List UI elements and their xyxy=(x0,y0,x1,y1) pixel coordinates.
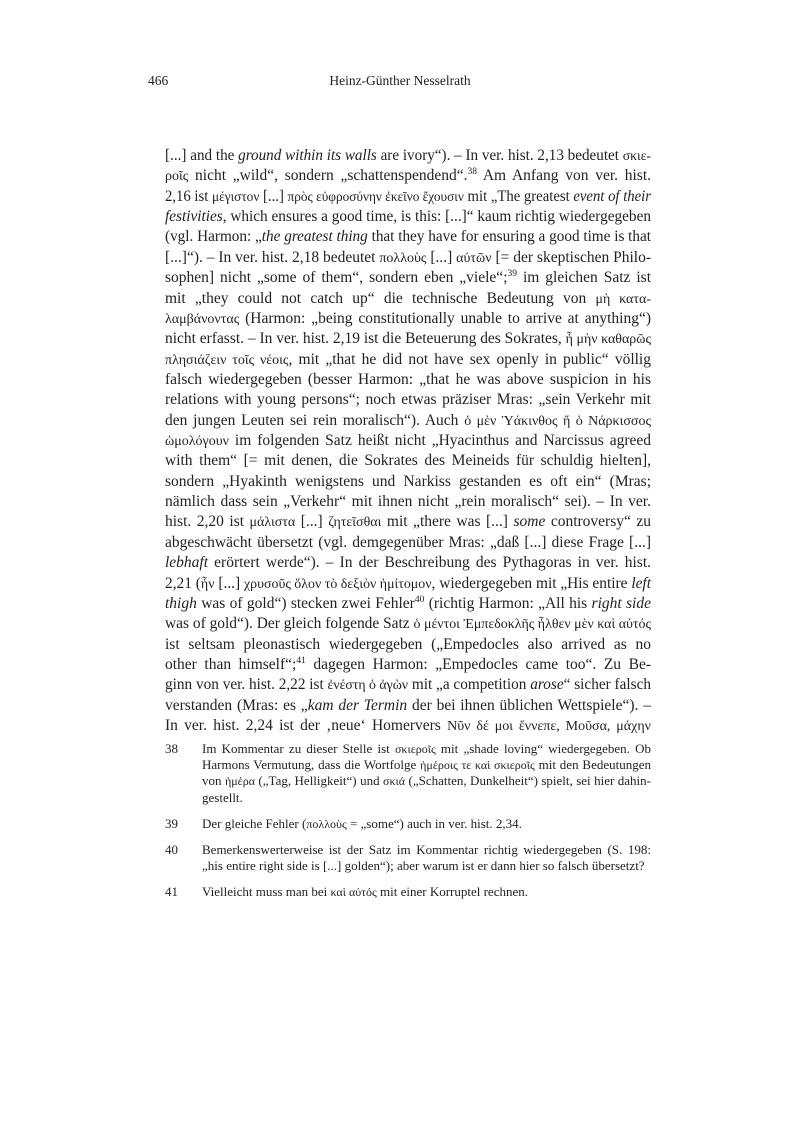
text: other than himself“; xyxy=(165,655,297,673)
text-line-content xyxy=(202,773,651,789)
greek-text: μὴ κατα- xyxy=(595,291,651,307)
text-line-content xyxy=(165,472,651,492)
text: In ver. hist. 2,24 ist der ‚neue‘ Homervers xyxy=(165,717,448,735)
text: (vgl. Harmon: „ xyxy=(165,228,262,246)
text-line-content xyxy=(202,741,651,757)
italic-text: thigh xyxy=(165,594,197,612)
footnote xyxy=(165,741,651,806)
text-line xyxy=(202,858,651,874)
text: Der gleiche Fehler ( xyxy=(202,815,307,831)
text: nämlich dass sein „Verkehr“ mit ihnen nicht „rein moralisch“ sei). – In ver. xyxy=(165,493,651,511)
text-line xyxy=(165,675,651,695)
running-head: Heinz-Günther Nesselrath xyxy=(329,73,471,88)
greek-text: ζητεῖσθαι xyxy=(328,515,382,531)
text: (richtig Harmon: „All his xyxy=(424,594,592,612)
italic-text: lebhaft xyxy=(165,554,209,572)
text-line xyxy=(165,512,651,532)
text-line-content xyxy=(165,492,651,512)
italic-text: festivities xyxy=(165,208,223,226)
text-line xyxy=(165,187,651,207)
greek-text: μέγιστον xyxy=(212,189,260,205)
greek-text: ὁ μέντοι Ἐμπεδοκλῆς ἦλθεν μὲν καὶ αὐτός xyxy=(413,617,651,633)
italic-text: ground within its walls xyxy=(238,147,377,164)
page-number: 466 xyxy=(148,73,169,88)
text-line-content xyxy=(165,370,651,390)
text-line-content xyxy=(165,227,651,247)
greek-text: ἡμέροις τε καὶ σκιεροῖς xyxy=(420,758,535,773)
text-line-content xyxy=(202,858,645,874)
footnote-text xyxy=(202,816,651,832)
text: Am Anfang von ver. hist. xyxy=(476,167,652,185)
footnote-ref[interactable]: 38 xyxy=(467,167,477,178)
text: [...]“). – In ver. hist. 2,18 bedeutet xyxy=(165,248,380,266)
text-line-content xyxy=(165,655,651,675)
text-line-content xyxy=(165,309,651,330)
greek-text: αὐτῶν xyxy=(456,250,492,266)
text-line-content xyxy=(165,696,651,716)
text-line-content xyxy=(165,594,651,614)
text-line-content xyxy=(202,757,651,773)
text: ginn von ver. hist. 2,22 ist xyxy=(165,676,328,694)
text-line xyxy=(165,329,651,349)
text: relations with young persons“; noch etwas präziser Mras: „sein Verkehr mit xyxy=(165,391,651,409)
text: ist seltsam pleonastisch wiedergegeben („Empedocles also arrived as no xyxy=(165,635,651,653)
greek-text: ἡμέρα xyxy=(224,774,255,789)
text: “ sicher falsch xyxy=(563,676,651,694)
text-line xyxy=(165,289,651,309)
greek-text: πλησιάζειν τοῖς νέοις xyxy=(165,352,289,368)
text: Harmons Vermutung, dass die Wortfolge xyxy=(202,757,421,773)
text: mit „there was [...] xyxy=(381,513,514,531)
text: erörtert werde“). – In der Beschreibung des Pythagoras in ver. hist. xyxy=(208,554,651,572)
greek-text: ροῖς xyxy=(165,169,189,185)
text: (Harmon: „being constitutionally unable to arrive at anything“) xyxy=(239,309,651,327)
text: sondern „Hyakinth wenigstens und Narkiss gestanden es oft ein“ (Mras; xyxy=(165,472,651,490)
text-line-content xyxy=(165,512,651,533)
text: nicht erfasst. – In ver. hist. 2,19 ist die Beteuerung des Sokrates, xyxy=(165,330,566,348)
text-line xyxy=(165,696,651,716)
text: „his entire right side is [...] golden“); aber warum ist er dann hier so falsch übersetzt? xyxy=(202,858,645,874)
text-line xyxy=(165,574,651,594)
footnote-number: 39 xyxy=(165,815,178,831)
greek-text: ὁ μὲν Ὑάκινθος ἤ ὁ Νάρκισσος xyxy=(464,413,651,429)
greek-text: πολλοὺς xyxy=(306,816,347,831)
text-line xyxy=(165,594,651,614)
text-line xyxy=(165,309,651,329)
italic-text: some xyxy=(513,513,546,531)
text-line xyxy=(202,816,651,832)
text: hist. 2,20 ist xyxy=(165,513,250,531)
text-line-content xyxy=(165,207,651,227)
text: Bemerkenswerterweise ist der Satz im Kommentar richtig wiedergegeben (S. 198: xyxy=(202,841,651,857)
text: der bei ihnen üblichen Wettspiele“). – xyxy=(407,696,651,714)
greek-text: πολλοὺς xyxy=(379,250,427,266)
text: [= der skeptischen Philo- xyxy=(491,248,651,266)
text: [...] xyxy=(259,187,288,205)
text-line-content xyxy=(165,268,651,288)
italic-text: event of their xyxy=(573,187,651,205)
greek-text: ἦ μὴν καθαρῶς xyxy=(565,332,651,348)
footnote xyxy=(165,884,651,900)
footnote-text xyxy=(202,842,651,874)
text: with them“ [= mit denen, die Sokrates des Meineids für schuldig hielten], xyxy=(165,452,651,470)
text: mit „a competition xyxy=(408,676,531,694)
text-line xyxy=(165,553,651,573)
text: = „some“) auch in ver. hist. 2,34. xyxy=(346,815,522,831)
italic-text: left xyxy=(631,574,651,592)
text: that they have for ensuring a good time is that xyxy=(367,228,651,246)
greek-text: μάλιστα xyxy=(249,515,296,531)
text-line xyxy=(202,757,651,773)
text-line-content xyxy=(165,716,651,737)
text: was of gold“) stecken zwei Fehler xyxy=(196,594,415,612)
text-line xyxy=(165,431,651,451)
text: den jungen Leuten sei rein moralisch“). Auch xyxy=(165,411,465,429)
text-line-content xyxy=(165,614,651,635)
text-line-content xyxy=(165,675,651,696)
text: mit „they could not catch up“ die technische Bedeutung von xyxy=(165,289,596,307)
text: controversy“ zu xyxy=(545,513,651,531)
text-line xyxy=(165,716,651,736)
greek-text: λαμβάνοντας xyxy=(165,311,240,327)
text-line xyxy=(165,166,651,186)
footnote-text xyxy=(202,884,651,900)
text: 2,21 ( xyxy=(165,574,201,592)
text: was of gold“). Der gleich folgende Satz xyxy=(165,615,414,633)
text-line-content xyxy=(202,884,528,900)
greek-text: σκιεροῖς xyxy=(394,742,436,756)
text-line xyxy=(165,370,651,390)
footnote-number: 38 xyxy=(165,741,178,756)
text-line-content xyxy=(202,790,243,806)
text: von xyxy=(202,773,225,789)
greek-text: Νῦν δέ μοι ἔννεπε, Μοῦσα, μάχην xyxy=(447,719,651,735)
text-line xyxy=(165,533,651,553)
text-line-content xyxy=(165,533,651,553)
footnote-number: 41 xyxy=(165,884,178,900)
text-line-content xyxy=(165,574,651,595)
footnote-text xyxy=(202,741,651,806)
text-line-content xyxy=(165,329,651,350)
text: verstanden (Mras: es „ xyxy=(165,696,308,714)
text-line xyxy=(165,248,651,268)
text-line-content xyxy=(165,411,651,432)
footnote-ref[interactable]: 39 xyxy=(507,269,517,280)
text-line-content xyxy=(202,842,651,858)
greek-text: χρυσοῦς ὅλον τὸ δεξιὸν ἡμίτομον xyxy=(243,576,432,592)
greek-text: πρὸς εὐφροσύνην ἐκεῖνο ἔχουσιν xyxy=(287,189,464,205)
text-line xyxy=(202,884,651,900)
text-line-content xyxy=(165,635,651,655)
text-line-content xyxy=(165,350,651,371)
text: Vielleicht muss man bei xyxy=(202,884,331,900)
text: [...] xyxy=(295,513,329,531)
text-line xyxy=(165,492,651,512)
text-line-content xyxy=(165,248,651,269)
text-line-content xyxy=(165,553,651,573)
greek-text: σκιά xyxy=(383,774,406,789)
text-line xyxy=(165,655,651,675)
text: dagegen Harmon: „Empedocles came too“. Zu Be- xyxy=(305,655,651,673)
footnote xyxy=(165,842,651,874)
text-line xyxy=(165,350,651,370)
text-line-content xyxy=(165,289,651,310)
greek-text: ἦν xyxy=(200,576,215,592)
text-line-content xyxy=(165,451,651,471)
footnote-number: 40 xyxy=(165,841,178,857)
text: im gleichen Satz ist xyxy=(517,269,651,287)
text: , which ensures a good time, is this: [...]“ kaum richtig wiedergegeben xyxy=(222,208,651,226)
italic-text: arose xyxy=(530,676,564,694)
text: [...] xyxy=(214,574,244,592)
footnote-ref[interactable]: 41 xyxy=(296,655,306,666)
text: falsch wiedergegeben (besser Harmon: „that he was above suspicion in his xyxy=(165,370,651,388)
italic-text: kam der Termin xyxy=(307,696,408,714)
text: Im Kommentar zu dieser Stelle ist xyxy=(202,741,395,756)
text-line xyxy=(202,773,651,789)
greek-text: καὶ αὐτός xyxy=(330,885,377,900)
text: [...] xyxy=(426,248,457,266)
greek-text: ἐνέστη ὁ ἀγὼν xyxy=(327,678,409,694)
text: gestellt. xyxy=(202,789,243,805)
text: sophen] nicht „some of them“, sondern eben „viele“; xyxy=(165,269,508,287)
text-line xyxy=(165,146,651,166)
text-line xyxy=(202,741,651,757)
text-line-content xyxy=(165,390,651,410)
italic-text: the greatest thing xyxy=(261,228,368,246)
footnotes xyxy=(165,741,651,911)
text: mit einer Korruptel rechnen. xyxy=(376,884,528,900)
text-line xyxy=(165,635,651,655)
text: 2,16 ist xyxy=(165,187,213,205)
text-line-content xyxy=(165,431,651,452)
text-line xyxy=(165,614,651,634)
text-line xyxy=(165,390,651,410)
text: („Tag, Helligkeit“) und xyxy=(254,773,384,789)
text: mit den Bedeutungen xyxy=(534,757,652,773)
text: abgeschwächt übersetzt (vgl. demgegenüber Mras: „daß [...] diese Frage [...] xyxy=(165,533,651,551)
text-line-content xyxy=(165,166,651,187)
text-line xyxy=(165,268,651,288)
text-line xyxy=(165,411,651,431)
text: mit „shade loving“ wiedergegeben. Ob xyxy=(435,741,652,756)
text-line xyxy=(202,790,651,806)
text-line-content xyxy=(165,187,651,208)
greek-text: σκιε- xyxy=(622,149,651,164)
text: are ivory“). – In ver. hist. 2,13 bedeutet xyxy=(376,147,623,164)
text: , wiedergegeben mit „His entire xyxy=(431,574,632,592)
text-line-content xyxy=(202,816,522,832)
text-line xyxy=(165,451,651,471)
italic-text: right side xyxy=(591,594,651,612)
text-line xyxy=(165,227,651,247)
text: nicht „wild“, sondern „schattenspendend“. xyxy=(188,167,468,185)
text: („Schatten, Dunkelheit“) spielt, sei hier dahin- xyxy=(405,773,651,789)
text-line xyxy=(165,472,651,492)
footnote-ref[interactable]: 40 xyxy=(414,594,425,605)
text: im folgenden Satz heißt nicht „Hyacinthus and Narcissus agreed xyxy=(228,432,651,450)
text: , mit „that he did not have sex openly in public“ völlig xyxy=(288,350,651,368)
greek-text: ὡμολόγουν xyxy=(165,434,229,450)
text-line-content xyxy=(165,146,651,167)
text-line xyxy=(165,207,651,227)
footnote xyxy=(165,816,651,832)
text: [...] and the xyxy=(165,147,239,164)
text: mit „The greatest xyxy=(463,187,574,205)
text-line xyxy=(202,842,651,858)
body-paragraph xyxy=(165,146,651,736)
